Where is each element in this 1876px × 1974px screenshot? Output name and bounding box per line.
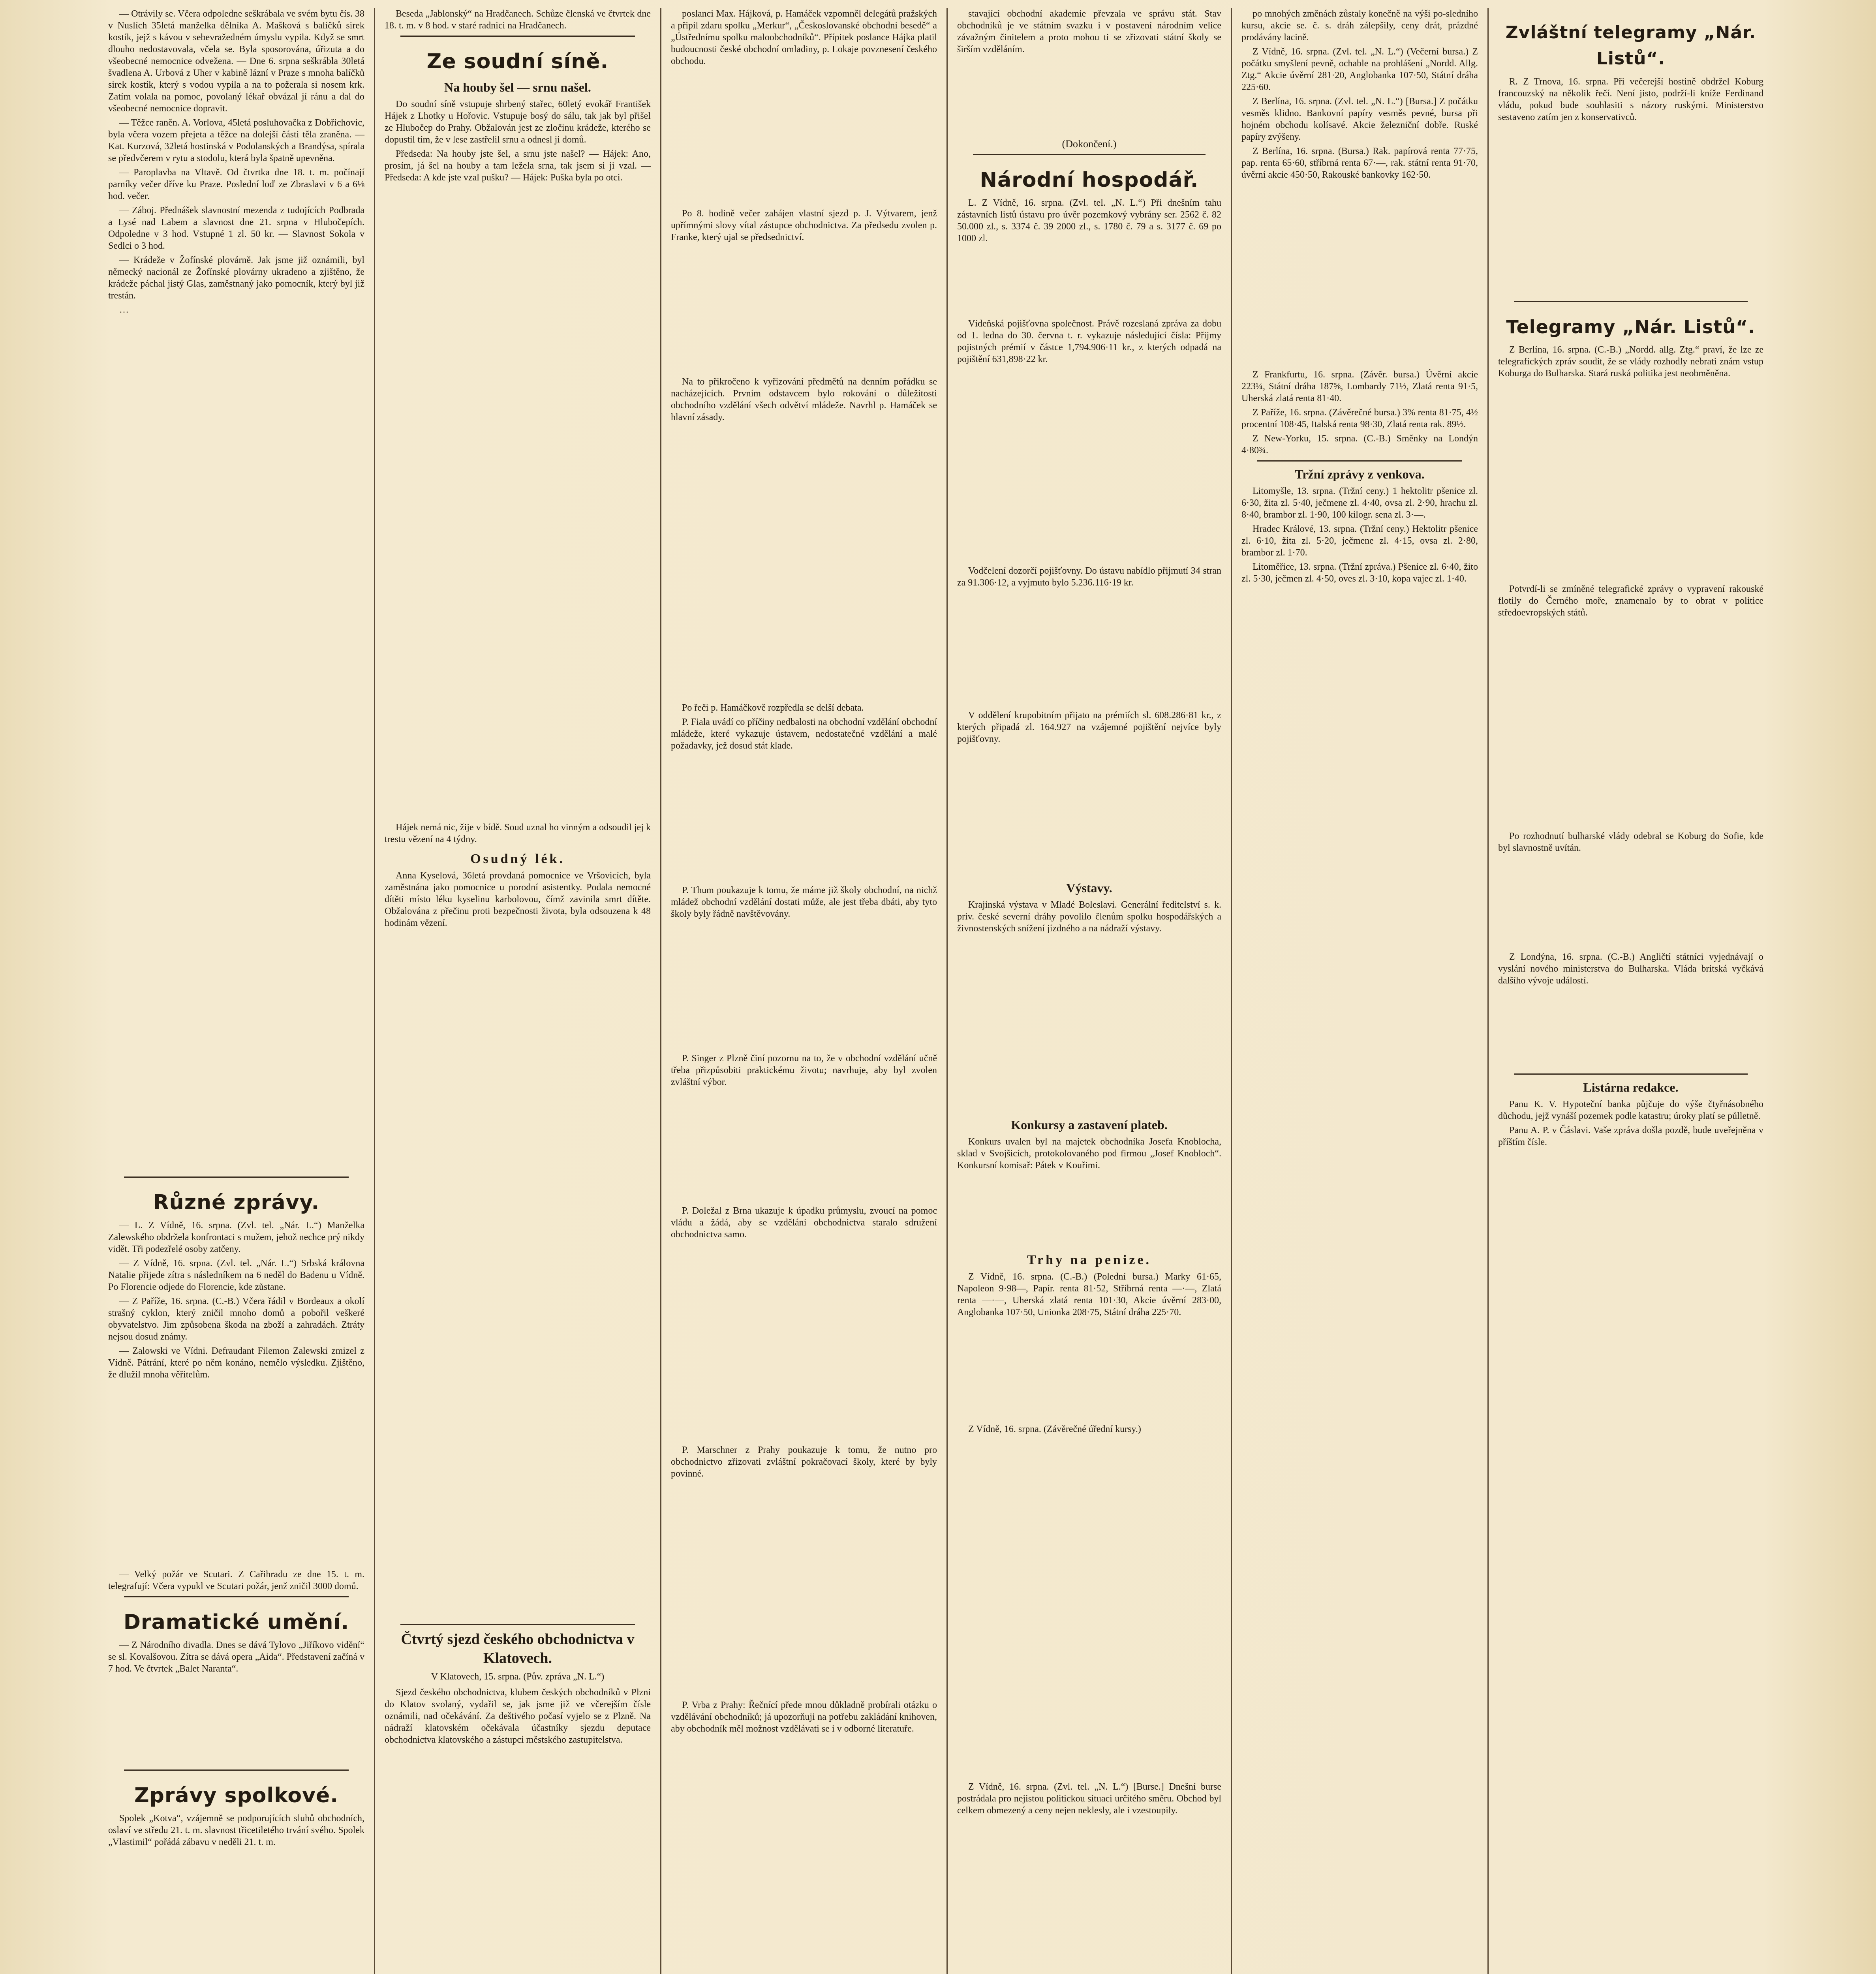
article-text: Po 8. hodině večer zahájen vlastní sjezd p. J. Výtvarem, jenž upřímnými slovy vítal zástupce obchodnictva. Za předsedu zvolen p. Franke, který ujal se předsednictví. [671, 208, 937, 242]
article-signoff: (Dokončení.) [1062, 138, 1117, 150]
article-text: P. Marschner z Prahy poukazuje k tomu, že nutno pro obchodnictvo zřizovati zvláštní pokračovací školy, které by byly povinné. [671, 1445, 937, 1479]
article-text: P. Singer z Plzně činí pozornu na to, že v obchodní vzdělání učně třeba přizpůsobiti praktickému životu; navrhuje, aby byl zvolen zvláštní výbor. [671, 1053, 937, 1087]
article-text: stavající obchodní akademie převzala ve správu stát. Stav obchodníků je ve státním svazku i v postavení národním velice závažným činitelem a proto mohou ti se zřizovati státní školy se širším vzděláním. [957, 9, 1221, 54]
section-heading-drama: Dramatické umění. [123, 1610, 349, 1634]
divider [973, 154, 1206, 155]
section-heading-money-market: Trhy na penize. [1027, 1253, 1152, 1267]
column-6 [1489, 8, 1773, 1974]
article-text: P. Doležal z Brna ukazuje k úpadku průmyslu, zvoucí na pomoc vládu a žádá, aby se vzdělání obchodnictva staralo sdružení obchodnictva samo. [671, 1206, 937, 1240]
market-item: Z Vídně, 16. srpna. (Zvl. tel. „N. L.“) (Večerní bursa.) Z počátku smyšlení pevně, ochable na prohlášení „Nordd. Allg. Ztg.“ Akcie úvěrní 281·20, Anglobanka 107·50, Státní dráha 225·60. [1241, 47, 1478, 92]
article-text: P. Thum poukazuje k tomu, že máme již školy obchodní, na nichž mládež obchodní vzdělání dostati může, ale jest třeba dbáti, aby tyto školy byly řádně navštěvovány. [671, 885, 937, 919]
article-text: P. Vrba z Prahy: Řečnící přede mnou důkladně probírali otázku o vzdělávání obchodníků; já upozorňuji na potřebu zakládání knihoven, aby obchodník měl možnost vzdělávati se i v odborné literatuře. [671, 1700, 937, 1734]
market-item: Z Vídně, 16. srpna. (Zvl. tel. „N. L.“) [Burse.] Dnešní burse postrádala pro nejistou politickou situaci určitého směru. Obchod byl celkem obmezený a ceny nejen neklesly, ale i vzestoupily. [957, 1782, 1221, 1816]
market-item: po mnohých změnách zůstaly konečně na výši po-sledního kursu, akcie se. č. s. dráh zálepšily, ceny drát, prázdné prodávány lacině. [1241, 9, 1478, 43]
article-text: poslanci Max. Hájková, p. Hamáček vzpomněl delegátů pražských a připil zdaru spolku „Merkur“, „Českoslovanské obchodní besedě“ a „Ústřednímu spolku maloobchodníků“. Přípitek poslance Hájka platil budoucnosti české obchodní omladiny, p. Lokaje povznesení českého obchodu. [671, 9, 937, 66]
news-item: — Z Paříže, 16. srpna. (C.-B.) Včera řádil v Bordeaux a okolí strašný cyklon, který zničil mnoho domů a pobořil veškeré obyvatelstvo. Jim způsobena škoda na zboží a zahradách. Ztráty nejsou dosud známy. [108, 1296, 364, 1342]
dateline: V Klatovech, 15. srpna. (Pův. zpráva „N. L.“) [431, 1672, 605, 1682]
econ-item: Vídeňská pojišťovna společnost. Právě rozeslaná zpráva za dobu od 1. ledna do 30. června t. r. vykazuje následující čísla: Přijmy pojistných prémií v částce 1,794.906·11 kr., z kterých odpadá na pojištění 631,898·22 kr. [957, 319, 1221, 364]
article-text: Na to přikročeno k vyřizování předmětů na denním pořádku se nacházejících. Prvním odstavcem bylo rokování o důležitosti obchodního vzdělání všech odvětví mládeže. Navrhl p. Hamáček se hlavní zásady. [671, 377, 937, 422]
section-heading-various: Různé zprávy. [153, 1191, 320, 1214]
news-steamships: — Paroplavba na Vltavě. Od čtvrtka dne 18. t. m. počínají parníky večer dříve ku Praze. Poslední loď ze Zbraslavi v 6 a 6⅛ hod. večer. [108, 167, 364, 201]
society-item: Spolek „Kotva“, vzájemně se podporujících sluhů obchodních, oslaví ve středu 21. t. m. slavnost třicetiletého trvání svého. Spolek „Vlastimil“ pořádá zábavu v neděli 21. t. m. [108, 1813, 364, 1847]
telegram-item: Z Londýna, 16. srpna. (C.-B.) Angličtí státníci vyjednávají o vyslání nového ministerstva do Bulharska. Vláda britská vyčkává dalšího vývoje událostí. [1498, 952, 1763, 986]
news-injured: — Těžce raněn. A. Vorlova, 45letá posluhovačka z Dobřichovic, byla včera vozem přejeta a těžce na dolejší části těla zraněna. — Kat. Kurzová, 32letá hostinská v Podolanských a Brandýsa, spírala se předvčerem v rytu a stodolu, která byla špatně upevněna. [108, 118, 364, 163]
market-item: Z Berlína, 16. srpna. (Zvl. tel. „N. L.“) [Bursa.] Z počátku vesměs klidno. Bankovní papíry vesměs pevné, bursa při hojném obchodu kolísavé. Akcie železniční dobře. Ruské papíry zvýšeny. [1241, 96, 1478, 142]
econ-item: Krajinská výstava v Mladé Boleslavi. Generální ředitelství s. k. priv. české severní dráhy povolilo členům spolku hospodářských a živnostenských snížení jízdného a na nádraží výstavy. [957, 900, 1221, 934]
article-title: Čtvrtý sjezd českého obchodnictva v Klatovech. [401, 1631, 635, 1666]
divider [124, 1596, 349, 1597]
market-item: Z Paříže, 16. srpna. (Závěrečné bursa.) 3% renta 81·75, 4½ procentní 108·45, Italská renta 98·30, Zlatá renta rak. 89½. [1241, 407, 1478, 430]
news-theft-continued: … [119, 305, 129, 315]
news-item: — Velký požár ve Scutari. Z Cařihradu ze dne 15. t. m. telegrafují: Včera vypukl ve Scutari požár, jenž zničil 3000 domů. [108, 1569, 364, 1591]
column-5 [1232, 8, 1489, 1974]
econ-item: L. Z Vídně, 16. srpna. (Zvl. tel. „N. L.“) Při dnešním tahu zástavních listů ústavu pro úvěr pozemkový vybrány ser. 2562 č. 82 50.000 zl., s. 3374 č. 39 2000 zl., s. 1780 č. 79 a s. 3177 č. 69 po 1000 zl. [957, 198, 1221, 244]
article-text: P. Fiala uvádí co příčiny nedbalosti na obchodní vzdělání obchodní mládeže, které vykazuje ústavem, nedostatečné vzdělání a malé požadavky, jež dosud stát klade. [671, 717, 937, 751]
column-3 [661, 8, 948, 1974]
article-text: Po řeči p. Hamáčkově rozpředla se delší debata. [682, 703, 864, 713]
article-text: Anna Kyselová, 36letá provdaná pomocnice ve Vršovicích, byla zaměstnána jako pomocnice u porodní asistentky. Podala nemocné dítěti místo léku kyselinu karbolovou, čímž zavinila smrt dítěte. Obžalována z přečinu proti bezpečnosti života, byla odsouzena k 48 hodinám vězení. [385, 871, 651, 928]
news-item: — Z Vídně, 16. srpna. (Zvl. tel. „Nár. L.“) Srbská královna Natalie přijede zítra s následníkem na 6 neděl do Badenu u Vídně. Po Florencie odjede do Florencie, kde zůstane. [108, 1258, 364, 1292]
econ-item: V oddělení krupobitním přijato na prémiích sl. 608.286·81 kr., z kterých připadá zl. 164.927 na vzájemné pojištění nejvíce byly pojišťovny. [957, 710, 1221, 744]
market-item: Z Vídně, 16. srpna. (Závěrečné úřední kursy.) [968, 1424, 1141, 1434]
news-item: — L. Z Vídně, 16. srpna. (Zvl. tel. „Nár. L.“) Manželka Zalewského obdržela konfrontaci s mužem, jehož nechce prý nikdy vidět. Tři podezřelé osoby zatčeny. [108, 1220, 364, 1254]
market-item: Litomyšle, 13. srpna. (Tržní ceny.) 1 hektolitr pšenice zl. 6·30, žita zl. 5·40, ječmene zl. 4·40, ovsa zl. 2·90, hrachu zl. 8·40, brambor zl. 1·90, 100 kilogr. sena zl. 3·—. [1241, 486, 1478, 520]
market-item: Litoměřice, 13. srpna. (Tržní zpráva.) Pšenice zl. 6·40, žito zl. 5·30, ječmen zl. 4·50, oves zl. 3·10, kopa vajec zl. 1·40. [1241, 562, 1478, 584]
divider [1514, 1073, 1748, 1075]
section-heading-market-news: Tržní zprávy z venkova. [1295, 467, 1425, 481]
article-title: Na houby šel — srnu našel. [444, 80, 591, 94]
society-item: Beseda „Jablonský“ na Hradčanech. Schůze členská ve čtvrtek dne 18. t. m. v 8 hod. v staré radnici na Hradčanech. [385, 9, 651, 31]
telegram-item: Potvrdí-li se zmíněné telegrafické zprávy o vypravení rakouské flotily do Černého moře, znamenalo by to obrat v politice středoevropských států. [1498, 584, 1763, 618]
section-heading-telegrams: Telegramy „Nár. Listů“. [1506, 316, 1756, 338]
column-1 [99, 8, 375, 1974]
column-2 [375, 8, 661, 1974]
drama-item: — Z Národního divadla. Dnes se dává Tylovo „Jiříkovo vidění“ se sl. Kovalšovou. Zítra se dává opera „Aida“. Představení začíná v 7 hod. Ve čtvrtek „Balet Naranta“. [108, 1640, 364, 1674]
market-item: Z Frankfurtu, 16. srpna. (Závěr. bursa.) Úvěrní akcie 223¼, Státní dráha 187⅝, Lombardy 71½, Zlatá renta 91·5, Uherská zlatá renta 81·40. [1241, 370, 1478, 403]
econ-item: Vodčelení dozorčí pojišťovny. Do ústavu nabídlo přijmutí 34 stran za 91.306·12, a vyjmuto bylo 5.236.116·19 kr. [957, 566, 1221, 588]
divider [1514, 301, 1748, 302]
divider [124, 1769, 349, 1771]
article-text: Do soudní síně vstupuje shrbený stařec, 60letý evokář František Hájek z Lhotky u Hořovic. Vstupuje bosý do sálu, tak jak byl přišel ze Hlubočep do Prahy. Obžalován jest ze zločinu krádeže, kterého se dopustil tím, že v lese zastřelil srnu a odnesl ji domů. [385, 99, 651, 145]
section-heading-economy: Národní hospodář. [980, 168, 1199, 192]
section-heading-special-telegrams: Zvláštní telegramy „Nár. Listů“. [1505, 23, 1756, 69]
article-title: Osudný lék. [470, 852, 565, 866]
news-event: — Záboj. Přednášek slavnostní mezenda z tudojících Podbrada a Lysé nad Labem a slavnost dne 21. srpna v Hlubočepích. Odpoledne v 3 hod. Vstupné 1 zl. 50 kr. — Slavnost Sokola v Sedlci o 3 hod. [108, 205, 364, 251]
econ-item: Konkurs uvalen byl na majetek obchodníka Josefa Knoblocha, sklad v Svojšicích, protokolovaného pod firmou „Josef Knobloch“. Konkursní komisař: Pátek v Kouřimi. [957, 1137, 1221, 1171]
mail-item: Panu A. P. v Čáslavi. Vaše zpráva došla pozdě, bude uveřejněna v příštím čísle. [1498, 1125, 1763, 1147]
article-text: Sjezd českého obchodnictva, klubem českých obchodníků v Plzni do Klatov svolaný, vydařil se, jak jsme již ve včerejším čísle oznámili, nad očekávání. Za deštivého počasí vyjelo se z Plzně. Na nádraží klatovském očekávala účastníky sjezdu deputace obchodnictva klatovského a zástupci městského zastupitelstva. [385, 1687, 651, 1745]
news-theft: — Krádeže v Žofínské plovárně. Jak jsme již oznámili, byl německý nacionál ze Žofínské plovárny ukradeno a zjištěno, že krádeže páchal jistý Glas, zaměstnaný jako pomocník, který byl již trestán. [108, 255, 364, 301]
section-heading-bankruptcy: Konkursy a zastavení plateb. [1011, 1118, 1168, 1132]
article-text: Hájek nemá nic, žije v bídě. Soud uznal ho vinným a odsoudil jej k trestu vězení na 4 týdny. [385, 822, 651, 844]
telegram-item: R. Z Trnova, 16. srpna. Při večerejší hostině obdržel Koburg francouzský na několik řečí. Není jisto, podrží-li kníže Ferdinand vládu, pokud bude souhlasiti s názory ruskými. Ministerstvo sestaveno zatím jen z konservativců. [1498, 77, 1763, 122]
section-heading-editorial-mail: Listárna redakce. [1583, 1080, 1679, 1094]
telegram-item: Po rozhodnutí bulharské vlády odebral se Koburg do Sofie, kde byl slavnostně uvítán. [1498, 831, 1763, 853]
market-item: Hradec Králové, 13. srpna. (Tržní ceny.) Hektolitr pšenice zl. 6·10, žita zl. 5·20, ječmene zl. 4·15, ovsa zl. 2·80, brambor zl. 1·70. [1241, 524, 1478, 558]
divider [1257, 460, 1462, 462]
news-poisoning: — Otrávily se. Včera odpoledne seškrábala ve svém bytu čís. 38 v Nuslích 35letá manželka dělníka A. Mašková s balíčků sirek kostík, jejž s kávou v sebevražedném úmyslu vypila. Když se smrt dlouho nedostavovala, včela se. Byla sposorována, úřizuta a do všeobecné nemocnice odvežena. — Dne 6. srpna seškrábla 30letá švadlena A. Urbová z Uher v kabině lázní v Praze s mnoha balíčků sirek kostík, který s vodou vypila a na to požerala si nosem krk. Zatím volala na pomoc, povolaný lékař obvázal jí ránu a dal do všeobecné nemocnice dopravit. [108, 9, 364, 114]
market-item: Z Vídně, 16. srpna. (C.-B.) (Polední bursa.) Marky 61·65, Napoleon 9·98—, Papír. renta 81·52, Stříbrná renta —·—, Zlatá renta —·—, Uherská zlatá renta 101·30, Akcie úvěrní 283·00, Anglobanka 107·50, Unionka 208·75, Státní dráha 225·70. [957, 1272, 1221, 1317]
article-text: Předseda: Na houby jste šel, a srnu jste našel? — Hájek: Ano, prosím, já šel na houby a tam ležela srna, tak jsem si ji vzal. — Předseda: A kde jste vzal pušku? — Hájek: Puška byla po otci. [385, 149, 651, 183]
section-heading-court: Ze soudní síně. [426, 50, 609, 73]
section-heading-societies: Zprávy spolkové. [134, 1784, 339, 1807]
news-item: — Zalowski ve Vídni. Defraudant Filemon Zalewski zmizel z Vídně. Pátrání, které po něm konáno, nemělo výsledku. Zjištěno, že dlužil mnoha věřitelům. [108, 1346, 364, 1380]
divider [400, 36, 635, 37]
divider [124, 1177, 349, 1178]
market-item: Z New-Yorku, 15. srpna. (C.-B.) Směnky na Londýn 4·80¾. [1241, 433, 1478, 456]
section-heading-exhibitions: Výstavy. [1066, 881, 1112, 895]
telegram-item: Z Berlína, 16. srpna. (C.-B.) „Nordd. allg. Ztg.“ praví, že lze ze telegrafických zpráv soudit, že se vlády rozhodly nebrati znám vstup Koburga do Bulharska. Stará ruská politika jest neobměněna. [1498, 345, 1763, 379]
divider [400, 1624, 635, 1625]
column-4 [948, 8, 1232, 1974]
market-item: Z Berlína, 16. srpna. (Bursa.) Rak. papírová renta 77·75, pap. renta 65·60, stříbrná renta 67·—, rak. státní renta 91·70, úvěrní akcie 450·50, Rakouské bankovky 162·50. [1241, 146, 1478, 180]
mail-item: Panu K. V. Hypoteční banka půjčuje do výše čtyřnásobného důchodu, jejž vynáší pozemek podle katastru; úroky platí se půlletně. [1498, 1099, 1763, 1121]
